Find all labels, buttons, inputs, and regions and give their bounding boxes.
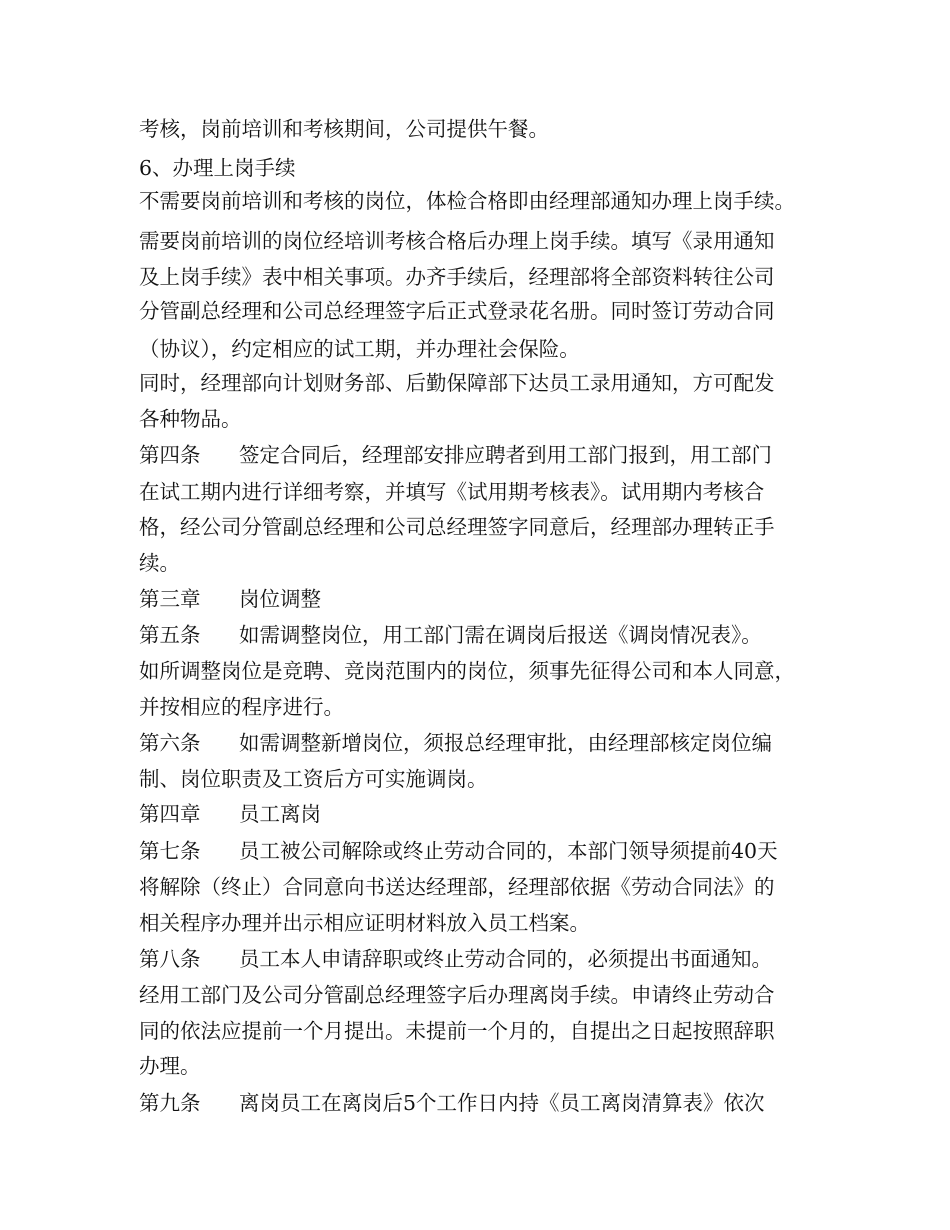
- text-line: 在试工期内进行详细考察，并填写《试用期考核表》。试用期内考核合: [139, 480, 765, 504]
- article-label: 第九条: [139, 1091, 201, 1115]
- text-line: 需要岗前培训的岗位经培训考核合格后办理上岗手续。填写《录用通知: [139, 229, 775, 253]
- article-5-first-line: [139, 621, 762, 649]
- chapter-4-heading: [139, 800, 321, 828]
- text-line: 分管副总经理和公司总经理签字后正式登录花名册。同时签订劳动合同: [139, 299, 775, 323]
- article-9-first-line: [139, 1089, 765, 1117]
- article-text: 签定合同后，经理部安排应聘者到用工部门报到，用工部门: [239, 443, 772, 467]
- article-text: 员工本人申请辞职或终止劳动合同的，必须提出书面通知。: [239, 947, 772, 971]
- article-label: 第八条: [139, 947, 201, 971]
- article-6-first-line: [139, 729, 772, 757]
- text-line: 及上岗手续》表中相关事项。办齐手续后，经理部将全部资料转往公司: [139, 265, 775, 289]
- text-line: 相关程序办理并出示相应证明材料放入员工档案。: [139, 911, 590, 935]
- article-8-first-line: [139, 945, 772, 973]
- text-line: 考核，岗前培训和考核期间，公司提供午餐。: [139, 117, 549, 141]
- text-line: 不需要岗前培训和考核的岗位，体检合格即由经理部通知办理上岗手续。: [139, 189, 795, 213]
- chapter-label: 第三章: [139, 587, 201, 611]
- article-text: 如需调整岗位，用工部门需在调岗后报送《调岗情况表》。: [239, 623, 762, 647]
- article-7-first-line: [139, 837, 778, 865]
- text-line: 经用工部门及公司分管副总经理签字后办理离岗手续。申请终止劳动合: [139, 983, 775, 1007]
- chapter-title: 岗位调整: [239, 587, 321, 611]
- article-text: 如需调整新增岗位，须报总经理审批，由经理部核定岗位编: [239, 731, 772, 755]
- article-4-first-line: [139, 441, 772, 469]
- text-line: 各种物品。: [139, 407, 242, 431]
- chapter-label: 第四章: [139, 802, 201, 826]
- text-line: 将解除（终止）合同意向书送达经理部，经理部依据《劳动合同法》的: [139, 875, 775, 899]
- text-line: 并按相应的程序进行。: [139, 695, 344, 719]
- chapter-3-heading: [139, 585, 321, 613]
- text-line: 制、岗位职责及工资后方可实施调岗。: [139, 767, 488, 791]
- chapter-title: 员工离岗: [239, 802, 321, 826]
- article-label: 第六条: [139, 731, 201, 755]
- text-line: 同的依法应提前一个月提出。未提前一个月的，自提出之日起按照辞职: [139, 1019, 775, 1043]
- text-line: 格，经公司分管副总经理和公司总经理签字同意后，经理部办理转正手: [139, 515, 775, 539]
- article-label: 第五条: [139, 623, 201, 647]
- text-line: （协议），约定相应的试工期，并办理社会保险。: [139, 337, 580, 361]
- article-text: 离岗员工在离岗后5个工作日内持《员工离岗清算表》依次: [239, 1091, 765, 1115]
- article-label: 第七条: [139, 839, 201, 863]
- text-line: 续。: [139, 551, 180, 575]
- text-line: 办理。: [139, 1054, 201, 1078]
- text-line: 如所调整岗位是竞聘、竞岗范围内的岗位，须事先征得公司和本人同意，: [139, 659, 795, 683]
- section-heading: 6、办理上岗手续: [139, 156, 296, 180]
- article-text: 员工被公司解除或终止劳动合同的，本部门领导须提前40天: [239, 839, 778, 863]
- article-label: 第四条: [139, 443, 201, 467]
- text-line: 同时，经理部向计划财务部、后勤保障部下达员工录用通知，方可配发: [139, 371, 775, 395]
